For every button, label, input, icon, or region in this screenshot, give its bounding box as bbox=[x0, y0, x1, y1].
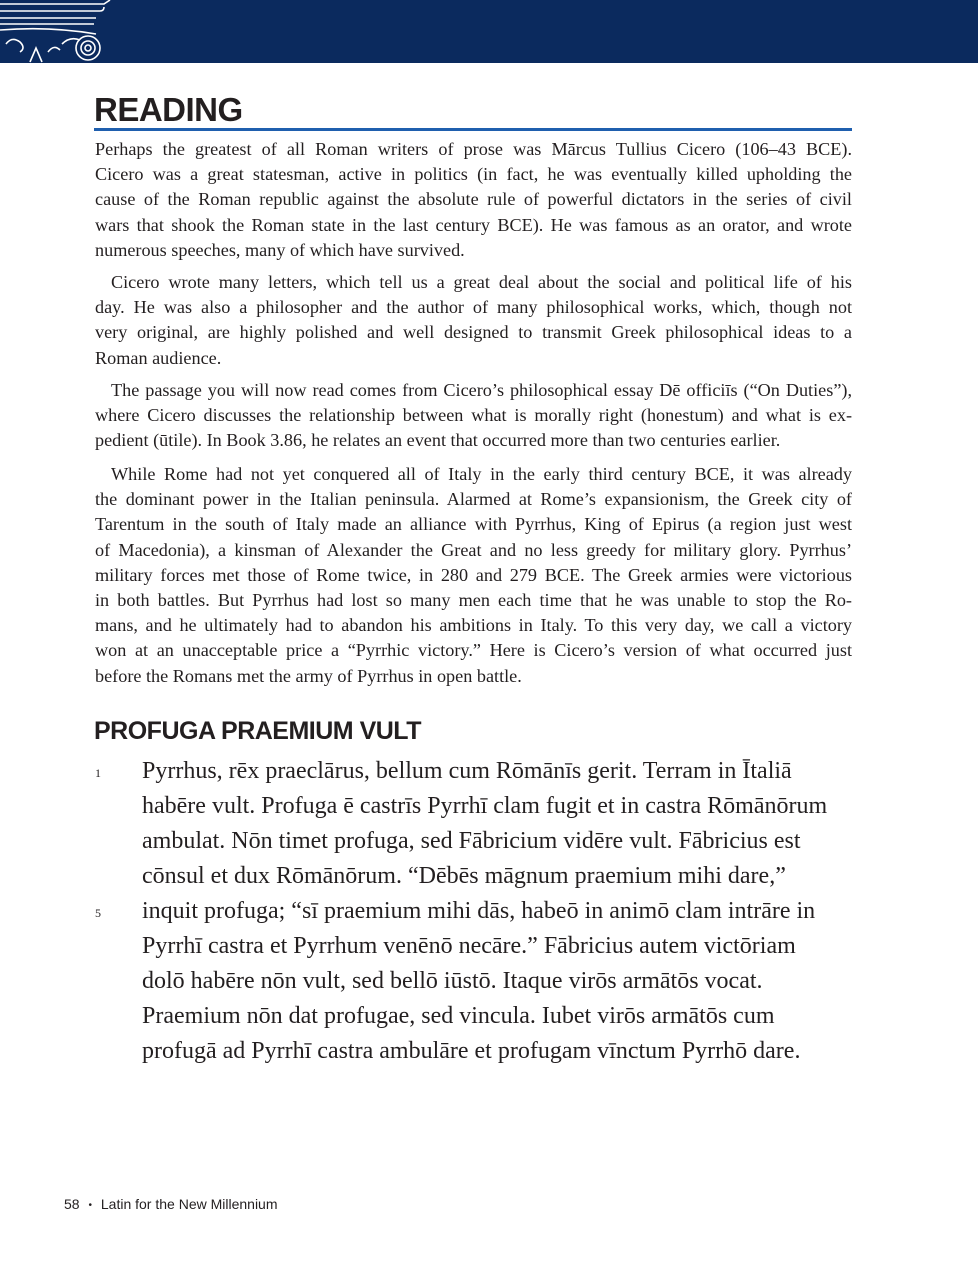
text-line: military forces met those of Rome twice, in 280 and 279 BCE. The Greek armies were victorious bbox=[95, 564, 852, 585]
intro-paragraph-2 bbox=[95, 270, 852, 371]
text-line: in both battles. But Pyrrhus had lost so many men each time that he was unable to stop the Ro- bbox=[95, 590, 852, 611]
latin-line: Praemium nōn dat profugae, sed vincula. Iubet virōs armātōs cum bbox=[142, 1003, 775, 1029]
text-line: day. He was also a philosopher and the author of many philosophical works, which, though not bbox=[95, 297, 852, 318]
text-line: numerous speeches, many of which have survived. bbox=[95, 239, 465, 260]
reading-title: PROFUGA PRAEMIUM VULT bbox=[94, 717, 421, 745]
text-line: Perhaps the greatest of all Roman writers of prose was Mārcus Tullius Cicero (106–43 BCE). bbox=[95, 139, 852, 159]
page-number: 58 bbox=[64, 1196, 80, 1212]
latin-line: profugā ad Pyrrhī castra ambulāre et profugam vīnctum Pyrrhō dare. bbox=[142, 1038, 801, 1064]
text-line: Cicero wrote many letters, which tell us a great deal about the social and political life of his bbox=[111, 272, 852, 292]
latin-line: Pyrrhī castra et Pyrrhum venēnō necāre.” Fābricius autem victōriam bbox=[142, 933, 796, 959]
intro-paragraph-3 bbox=[95, 378, 852, 454]
text-line: Cicero was a great statesman, active in politics (in fact, he was eventually killed upholding the bbox=[95, 164, 852, 185]
text-line: cause of the Roman republic against the absolute rule of powerful dictators in the series of civil bbox=[95, 189, 852, 210]
text-line: The passage you will now read comes from Cicero’s philosophical essay Dē officiīs (“On Duties”), bbox=[111, 380, 852, 400]
ionic-capital-icon bbox=[0, 0, 112, 63]
latin-line: dolō habēre nōn vult, sed bellō iūstō. Itaque virōs armātōs vocat. bbox=[142, 968, 763, 994]
text-line: Roman audience. bbox=[95, 347, 222, 368]
header-banner bbox=[0, 0, 978, 63]
latin-line: inquit profuga; “sī praemium mihi dās, habeō in animō clam intrāre in bbox=[142, 898, 816, 924]
latin-passage bbox=[142, 754, 854, 1069]
text-line: mans, and he ultimately had to abandon his ambitions in Italy. To this very day, we call a victory bbox=[95, 615, 852, 636]
text-line: the dominant power in the Italian peninsula. Alarmed at Rome’s expansionism, the Greek city of bbox=[95, 489, 852, 510]
page-footer bbox=[64, 1196, 278, 1212]
latin-line: Pyrrhus, rēx praeclārus, bellum cum Rōmānīs gerit. Terram in Ītaliā bbox=[142, 758, 792, 784]
line-number: 1 bbox=[95, 766, 101, 780]
latin-line: habēre vult. Profuga ē castrīs Pyrrhī clam fugit et in castra Rōmānōrum bbox=[142, 793, 828, 819]
text-line: Tarentum in the south of Italy made an alliance with Pyrrhus, King of Epirus (a region just west bbox=[95, 514, 852, 535]
text-line: While Rome had not yet conquered all of Italy in the early third century BCE, it was already bbox=[111, 464, 852, 484]
title-rule bbox=[94, 128, 852, 131]
text-line: wars that shook the Roman state in the last century BCE). He was famous as an orator, and wrote bbox=[95, 214, 852, 235]
footer-separator: • bbox=[88, 1200, 92, 1211]
text-line: where Cicero discusses the relationship between what is morally right (honestum) and what is ex- bbox=[95, 405, 852, 426]
text-line: before the Romans met the army of Pyrrhus in open battle. bbox=[95, 665, 522, 686]
section-title: READING bbox=[94, 91, 243, 128]
text-line: very original, are highly polished and well designed to transmit Greek philosophical ideas to a bbox=[95, 322, 852, 343]
latin-line: ambulat. Nōn timet profuga, sed Fābricium vidēre vult. Fābricius est bbox=[142, 828, 801, 854]
text-line: won at an unacceptable price a “Pyrrhic victory.” Here is Cicero’s version of what occurred just bbox=[95, 640, 852, 661]
intro-paragraph-4 bbox=[95, 462, 852, 689]
intro-paragraph-1 bbox=[95, 137, 852, 263]
latin-line: cōnsul et dux Rōmānōrum. “Dēbēs māgnum praemium mihi dare,” bbox=[142, 863, 786, 889]
line-number: 5 bbox=[95, 906, 101, 920]
text-line: of Macedonia), a kinsman of Alexander the Great and no less greedy for military glory. Pyrrhus’ bbox=[95, 539, 852, 560]
text-line: pedient (ūtile). In Book 3.86, he relates an event that occurred more than two centuries earlier. bbox=[95, 430, 781, 451]
book-title: Latin for the New Millennium bbox=[100, 1196, 278, 1212]
